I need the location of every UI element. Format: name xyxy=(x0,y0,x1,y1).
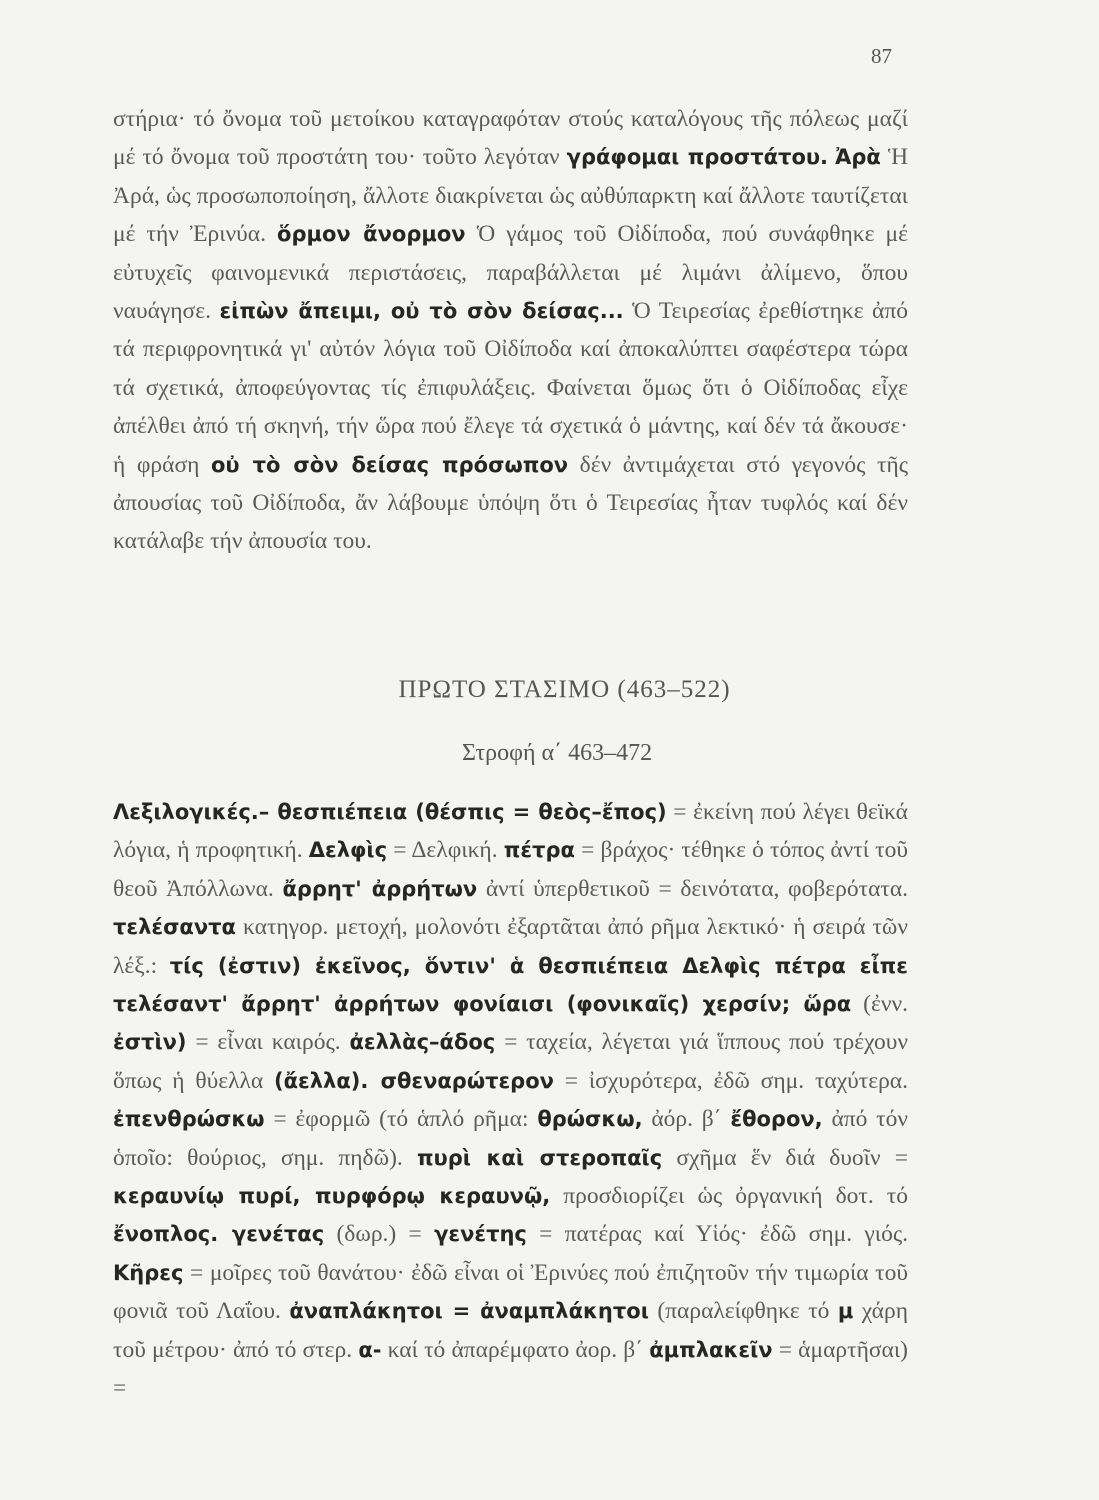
lemma-term: Κῆρες xyxy=(113,1260,184,1285)
gloss-text: Ὁ γάμος τοῦ Οἰδίποδα, πού συνάφθηκε μέ εὐτυχεῖς φαινομενικά περιστάσεις, παραβάλλεται μέ λιμάνι ἀλίμενο, ὅπου ναυάγησε. xyxy=(113,221,908,325)
lemma-term: Ἀρὰ xyxy=(835,145,881,170)
lemma-term: ἀμπλακεῖν xyxy=(649,1337,773,1362)
lemma-term: εἰπὼν ἄπειμι, οὐ τὸ σὸν δείσας... xyxy=(219,299,624,324)
section-heading: ΠΡΩΤΟ ΣΤΑΣΙΜΟ (463–522) xyxy=(398,676,731,703)
lemma-term: θρώσκω, xyxy=(537,1107,643,1132)
lemma-term: γράφομαι προστάτου. xyxy=(566,145,829,170)
gloss-text: (παραλείφθηκε τό xyxy=(648,1298,838,1325)
lemma-term: γενέτης xyxy=(434,1222,527,1247)
gloss-text: = ἐφορμῶ (τό ἁπλό ρῆμα: xyxy=(264,1106,538,1133)
lemma-term: μ xyxy=(837,1299,854,1324)
gloss-text: ἀντί ὑπερθετικοῦ = δεινότατα, φοβερότατα. xyxy=(477,875,909,902)
gloss-text: = μοῖρες τοῦ θανάτου· ἐδῶ εἶναι οἱ Ἐρινύες πού ἐπιζητοῦν τήν τιμωρία τοῦ φονιᾶ τοῦ Λαΐου. xyxy=(113,1259,908,1325)
gloss-text: χάρη τοῦ μέτρου· ἀπό τό στερ. xyxy=(113,1298,909,1363)
lemma-term: ἔθορον, xyxy=(730,1107,823,1132)
gloss-text: = ἐκείνη πού λέγει θεϊκά λόγια, ἡ προφητική. xyxy=(113,799,908,864)
lemma-term: τελέσαντα xyxy=(113,915,236,940)
lemma-term: ὅρμον ἄνορμον xyxy=(277,222,466,247)
gloss-text: = εἶναι καιρός. xyxy=(186,1029,350,1056)
gloss-text: = ἰσχυρότερα, ἐδῶ σημ. ταχύτερα. xyxy=(553,1067,908,1094)
lemma-term: (ἄελλα). σθεναρώτερον xyxy=(274,1068,554,1093)
lemma-term: α- xyxy=(358,1337,382,1362)
gloss-text: = Δελφική. xyxy=(387,837,504,864)
gloss-text: = ταχεία, λέγεται γιά ἵππους πού τρέχουν ὅπως ἡ θύελλα xyxy=(113,1029,908,1094)
lemma-term: πυρὶ καὶ στεροπαῖς xyxy=(416,1145,663,1170)
lemma-term: ἀελλὰς–άδος xyxy=(349,1030,496,1055)
lemma-term: ἄρρητ' ἀρρήτων xyxy=(282,876,478,901)
gloss-text: στήρια· τό ὄνομα τοῦ μετοίκου καταγραφόταν στούς καταλόγους τῆς πόλεως μαζί μέ τό ὄνομα τοῦ προστάτη του· τοῦτο λεγόταν xyxy=(113,106,908,171)
gloss-text: Ὁ Τειρεσίας ἐρεθίστηκε ἀπό τά περιφρονητικά γι' αὐτόν λόγια τοῦ Οἰδίποδα καί ἀποκαλύπτει σαφέστερα τώρα τά σχετικά, ἀποφεύγοντας τίς ἐπιφυλάξεις. Φαίνεται ὅμως ὅτι ὁ Οἰδίποδας εἶχε ἀπέλθει ἀπό τή σκηνή, τήν ὥρα πού ἔλεγε τά σχετικά ὁ μάντης, καί δέν τά ἄκουσε· ἡ φράση xyxy=(113,298,908,478)
lemma-term: κεραυνίῳ πυρί, πυρφόρῳ κεραυνῷ, xyxy=(113,1184,551,1209)
gloss-text: κατηγορ. μετοχή, μολονότι ἐξαρτᾶται ἀπό ρῆμα λεκτικό· ἡ σειρά τῶν λέξ.: xyxy=(113,914,908,979)
gloss-text: προσδιορίζει ὡς ὀργανική δοτ. τό xyxy=(550,1183,908,1210)
lemma-term: πέτρα xyxy=(503,838,575,863)
gloss-text: ἀόρ. β΄ xyxy=(642,1106,731,1133)
gloss-text: ἀπό τόν ὁποῖο: θούριος, σημ. πηδῶ). xyxy=(113,1106,909,1171)
vocabulary-paragraph xyxy=(113,793,908,1408)
gloss-text: δέν ἀντιμάχεται στό γεγονός τῆς ἀπουσίας τοῦ Οἰδίποδα, ἄν λάβουμε ὑπόψη ὅτι ὁ Τειρεσίας ἦταν τυφλός καί δέν κατάλαβε τήν ἀπουσία του. xyxy=(113,451,908,555)
lemma-term: Δελφὶς xyxy=(308,838,388,863)
commentary-paragraph xyxy=(113,100,908,561)
lemma-term: ἔνοπλος. γενέτας xyxy=(113,1222,325,1247)
gloss-text: (δωρ.) = xyxy=(324,1221,435,1248)
strophe-heading: Στροφή α΄ 463–472 xyxy=(461,740,653,766)
lemma-term: Λεξιλογικές.– θεσπιέπεια (θέσπις = θεὸς–ἔπος) xyxy=(113,800,667,824)
gloss-text: (ἐνν. xyxy=(851,991,908,1018)
lemma-term: ἐστὶν) xyxy=(113,1030,187,1055)
lemma-term: ἐπενθρώσκω xyxy=(113,1107,265,1132)
lemma-term: οὐ τὸ σὸν δείσας πρόσωπον xyxy=(210,452,569,477)
gloss-text: = ἁμαρτῆσαι) = xyxy=(113,1336,908,1402)
gloss-text: = βράχος· τέθηκε ὁ τόπος ἀντί τοῦ θεοῦ Ἀπόλλωνα. xyxy=(113,837,908,902)
gloss-text: = πατέρας καί Υἱός· ἐδῶ σημ. γιός. xyxy=(526,1221,909,1248)
lemma-term: ἀναπλάκητοι = ἀναμπλάκητοι xyxy=(289,1299,649,1324)
gloss-text: Ἡ Ἀρά, ὡς προσωποποίηση, ἄλλοτε διακρίνεται ὡς αὐθύπαρκτη καί ἄλλοτε ταυτίζεται μέ τήν Ἐρινύα. xyxy=(113,144,909,248)
gloss-text: καί τό ἀπαρέμφατο ἀορ. β΄ xyxy=(381,1336,650,1363)
page-number: 87 xyxy=(871,44,892,68)
lemma-term: τίς (ἐστιν) ἐκεῖνος, ὅντιν' ἁ θεσπιέπεια Δελφὶς πέτρα εἶπε τελέσαντ' ἄρρητ' ἀρρήτων φονίαισι (φονικαῖς) χερσίν; ὥρα xyxy=(113,953,908,1017)
gloss-text: σχῆμα ἕν διά δυοῖν = xyxy=(662,1144,908,1171)
